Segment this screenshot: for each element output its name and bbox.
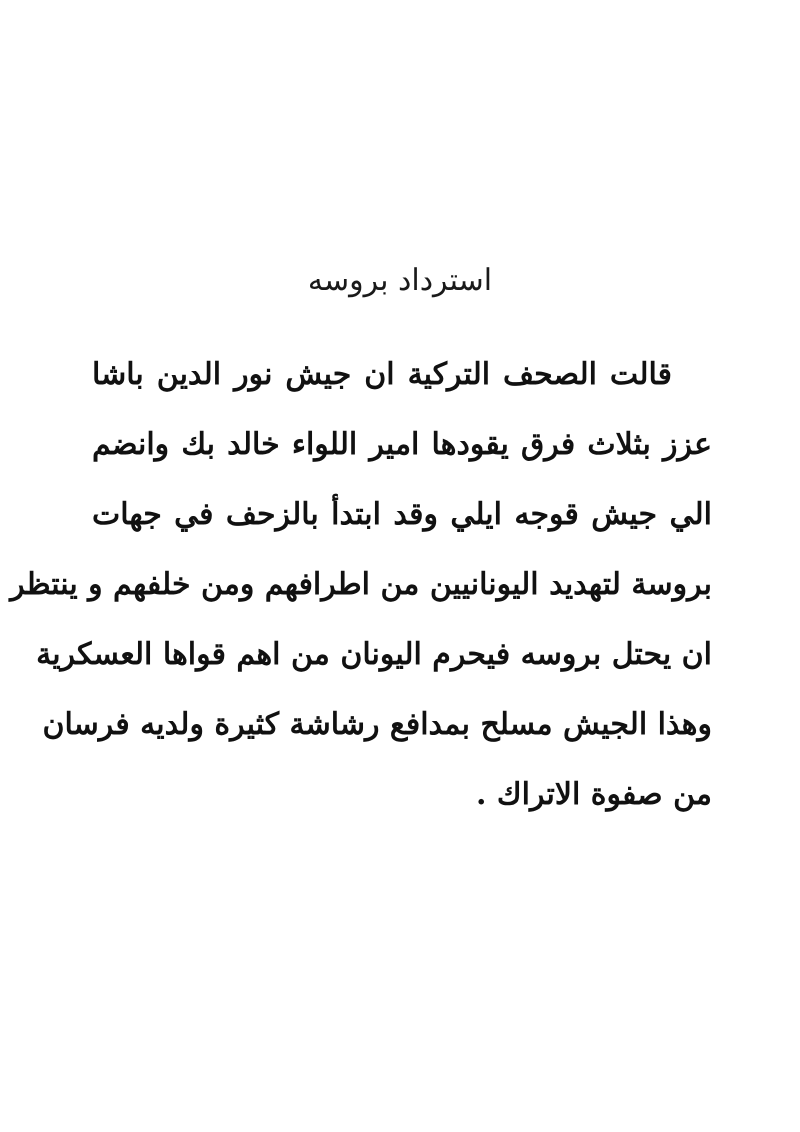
text-line-4: بروسة لتهديد اليونانيين من اطرافهم ومن خلفهم و ينتظر (10, 567, 712, 602)
text-line-3: الي جيش قوجه ايلي وقد ابتدأ بالزحف في جهات (92, 497, 712, 532)
text-line-6: وهذا الجيش مسلح بمدافع رشاشة كثيرة ولديه فرسان (42, 707, 712, 742)
article-title: استرداد بروسه (307, 263, 493, 298)
text-line-1: قالت الصحف التركية ان جيش نور الدين باشا (92, 357, 672, 392)
article-body (10, 340, 712, 830)
text-line-7: من صفوة الاتراك . (476, 777, 712, 812)
text-line-2: عزز بثلاث فرق يقودها امير اللواء خالد بك وانضم (92, 427, 712, 462)
text-line-5: ان يحتل بروسه فيحرم اليونان من اهم قواها العسكرية (36, 637, 712, 672)
